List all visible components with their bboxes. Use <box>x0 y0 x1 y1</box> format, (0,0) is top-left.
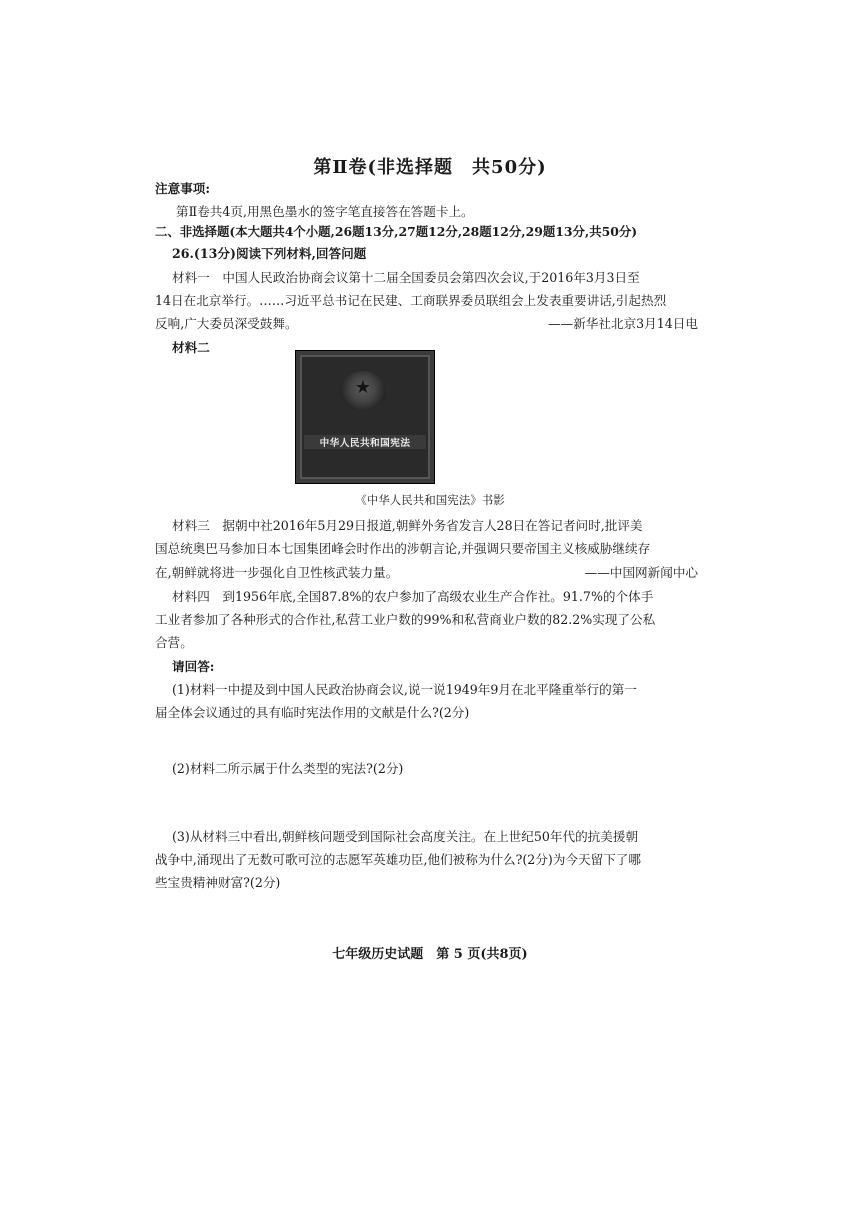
constitution-book-cover-image <box>295 350 435 484</box>
answer-prompt: 请回答: <box>172 659 215 674</box>
material2-label: 材料二 <box>172 340 210 355</box>
book-cover-caption: 《中华人民共和国宪法》书影 <box>355 493 505 507</box>
material1-line2: 14日在北京举行。……习近平总书记在民建、工商联界委员联组会上发表重要讲话,引起热烈 <box>155 293 667 308</box>
question-2: (2)材料二所示属于什么类型的宪法?(2分) <box>172 761 404 776</box>
material1-source: ——新华社北京3月14日电 <box>548 316 698 331</box>
question-3-line3: 些宝贵精神财富?(2分) <box>155 875 281 890</box>
national-emblem-icon: ★ <box>340 371 386 411</box>
material3-line2: 国总统奥巴马参加日本七国集团峰会时作出的涉朝言论,并强调只要帝国主义核威胁继续存 <box>155 541 651 556</box>
question-3-line2: 战争中,涌现出了无数可歌可泣的志愿军英雄功臣,他们被称为什么?(2分)为今天留下了哪 <box>155 852 641 867</box>
page-footer: 七年级历史试题 第 5 页(共8页) <box>332 947 528 962</box>
material4-line2: 工业者参加了各种形式的合作社,私营工业户数的99%和私营商业户数的82.2%实现了公私 <box>155 612 656 627</box>
question-3-line1: (3)从材料三中看出,朝鲜核问题受到国际社会高度关注。在上世纪50年代的抗美援朝 <box>172 829 639 844</box>
question-1-line2: 届全体会议通过的具有临时宪法作用的文献是什么?(2分) <box>155 705 470 720</box>
notice-line: 第Ⅱ卷共4页,用黑色墨水的签字笔直接答在答题卡上。 <box>176 204 474 219</box>
material3-line1: 材料三 据朝中社2016年5月29日报道,朝鲜外务省发言人28日在答记者问时,批评美 <box>172 518 643 533</box>
material4-line1: 材料四 到1956年底,全国87.8%的农户参加了高级农业生产合作社。91.7%的个体手 <box>172 589 654 604</box>
material1-line3: 反响,广大委员深受鼓舞。 <box>155 316 298 331</box>
section-title: 第Ⅱ卷(非选择题 共50分) <box>313 157 547 178</box>
material1-line1: 材料一 中国人民政治协商会议第十二届全国委员会第四次会议,于2016年3月3日至 <box>172 270 640 285</box>
notice-heading: 注意事项: <box>155 181 211 196</box>
material3-line3: 在,朝鲜就将进一步强化自卫性核武装力量。 <box>155 565 399 580</box>
question-26-stem: 26.(13分)阅读下列材料,回答问题 <box>172 246 367 261</box>
material4-line3: 合营。 <box>155 635 193 650</box>
question-1-line1: (1)材料一中提及到中国人民政治协商会议,说一说1949年9月在北平隆重举行的第一 <box>172 682 637 697</box>
part2-heading: 二、非选择题(本大题共4个小题,26题13分,27题12分,28题12分,29题13分,共50分) <box>155 224 638 239</box>
material3-source: ——中国网新闻中心 <box>584 565 698 580</box>
book-cover-title: 中华人民共和国宪法 <box>304 435 426 449</box>
